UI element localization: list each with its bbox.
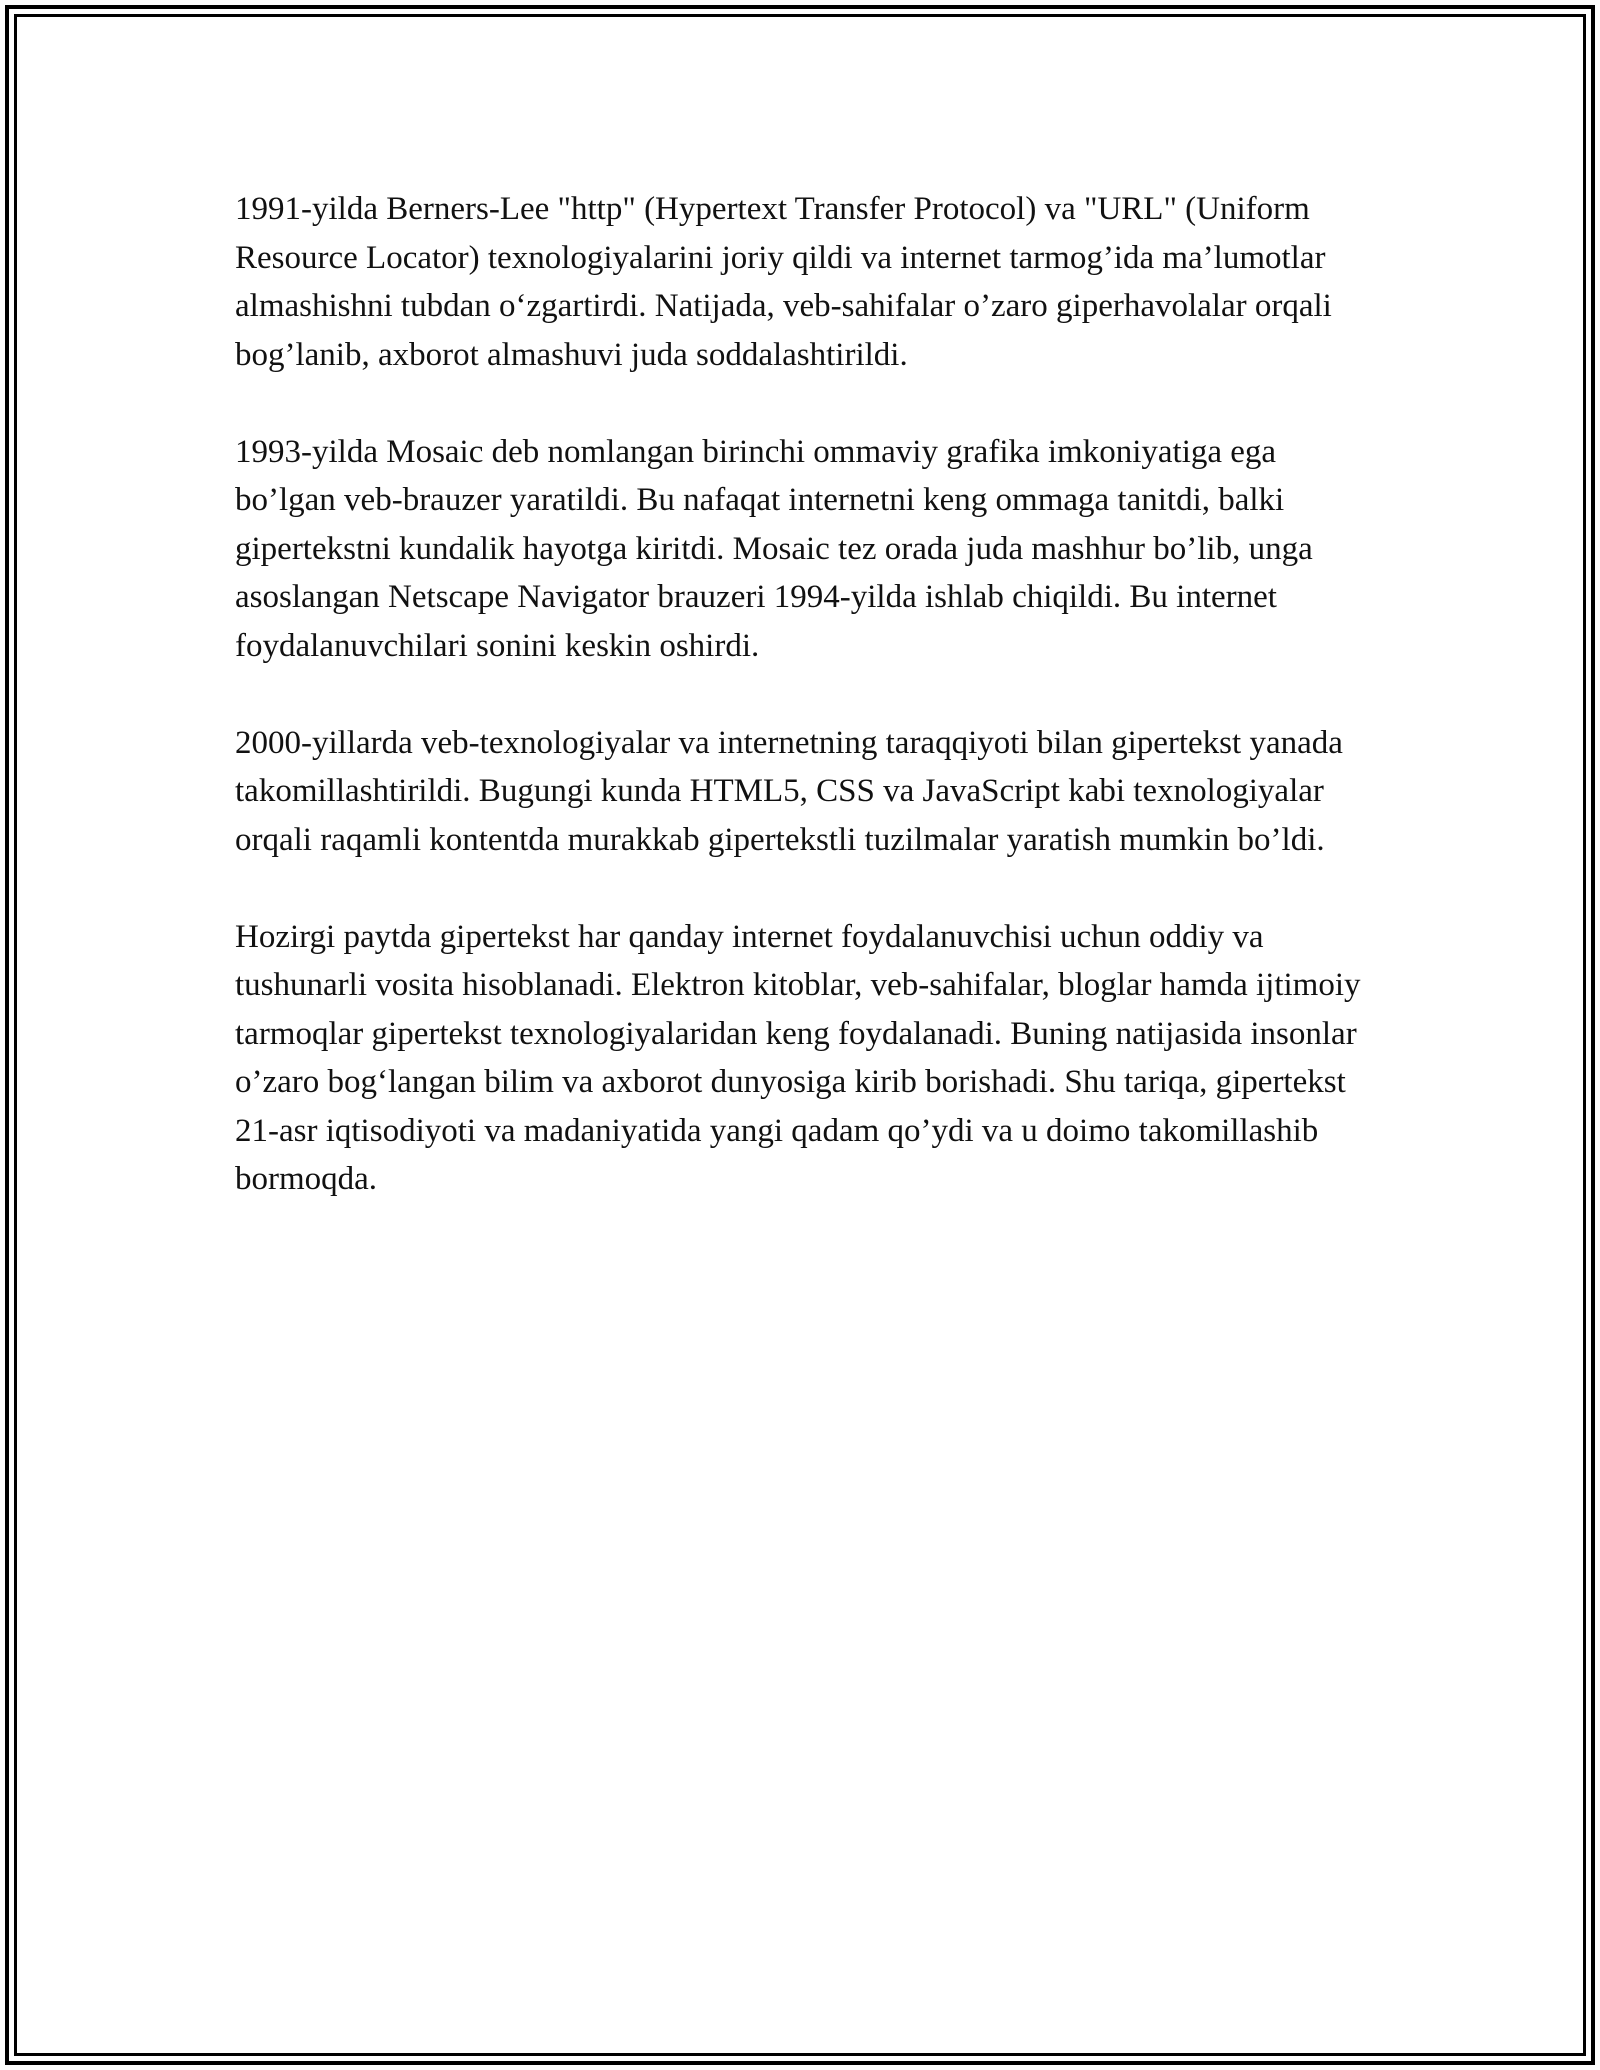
paragraph-present: Hozirgi paytda gipertekst har qanday internet foydalanuvchisi uchun oddiy va tushunarli vosita hisoblanadi. Elektron kitoblar, veb-sahifalar, bloglar hamda ijtimoiy tarmoqlar gipertekst texnologiyalaridan keng foydalanadi. Buning natijasida insonlar o’zaro bog‘langan bilim va axborot dunyosiga kirib borishadi. Shu tariqa, gipertekst 21-asr iqtisodiyoti va madaniyatida yangi qadam qo’ydi va u doimo takomillashib bormoqda. <box>235 918 1361 1197</box>
paragraph-1993: 1993-yilda Mosaic deb nomlangan birinchi ommaviy grafika imkoniyatiga ega bo’lgan veb-brauzer yaratildi. Bu nafaqat internetni keng ommaga tanitdi, balki gipertekstni kundalik hayotga kiritdi. Mosaic tez orada juda mashhur bo’lib, unga asoslangan Netscape Navigator brauzeri 1994-yilda ishlab chiqildi. Bu internet foydalanuvchilari sonini keskin oshirdi. <box>235 433 1313 664</box>
paragraph-1991: 1991-yilda Berners-Lee "http" (Hypertext Transfer Protocol) va "URL" (Uniform Resource Locator) texnologiyalarini joriy qildi va internet tarmog’ida ma’lumotlar almashishni tubdan o‘zgartirdi. Natijada, veb-sahifalar o’zaro giperhavolalar orqali bog’lanib, axborot almashuvi juda soddalashtirildi. <box>235 191 1332 373</box>
paragraph-2000s: 2000-yillarda veb-texnologiyalar va internetning taraqqiyoti bilan gipertekst yanada takomillashtirildi. Bugungi kunda HTML5, CSS va JavaScript kabi texnologiyalar orqali raqamli kontentda murakkab gipertekstli tuzilmalar yaratish mumkin bo’ldi. <box>235 724 1343 858</box>
document-body <box>235 185 1365 1252</box>
